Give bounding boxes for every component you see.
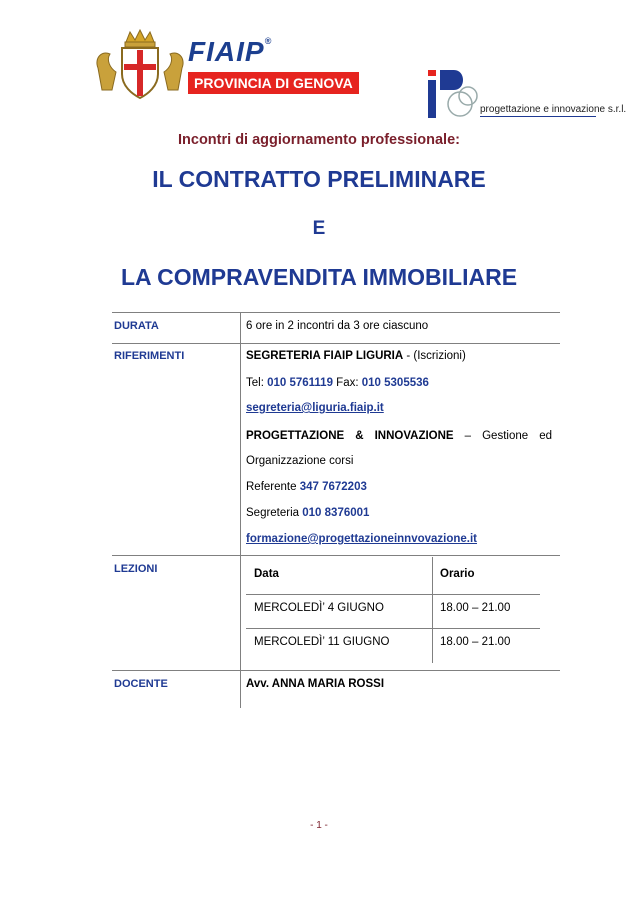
durata-value: 6 ore in 2 incontri da 3 ore ciascuno	[246, 320, 429, 332]
pi-heading-line: PROGETTAZIONE & INNOVAZIONE – Gestione ed	[246, 430, 552, 442]
tel-fax-line: Tel: 010 5761119 Fax: 010 5305536	[246, 377, 429, 389]
pi-heading-line-2: Organizzazione corsi	[246, 455, 354, 467]
segreteria-fiaip-line	[246, 350, 466, 362]
fiaip-wordmark: FIAIP®	[188, 36, 273, 67]
email-fiaip-link[interactable]: segreteria@liguria.fiaip.it	[246, 402, 384, 414]
progettazione-innovazione-logo	[426, 68, 627, 120]
lezione-1-orario: 18.00 – 21.00	[440, 602, 511, 614]
email-formazione-link[interactable]: formazione@progettazioneinnvovazione.it	[246, 533, 478, 545]
lezioni-col-orario: Orario	[440, 568, 475, 580]
row-divider-durata	[112, 343, 560, 344]
segreteria-fiaip-note: - (Iscrizioni)	[403, 350, 466, 362]
title-line-2: E	[312, 218, 326, 239]
lezione-2-data: MERCOLEDÌ’ 11 GIUGNO	[254, 636, 390, 648]
docente-value: Avv. ANNA MARIA ROSSI	[246, 678, 385, 690]
pi-tagline: progettazione e innovazione s.r.l.	[480, 104, 627, 115]
tel-number: 010 5761119	[267, 377, 333, 389]
segreteria-fiaip-name: SEGRETERIA FIAIP LIGURIA	[246, 350, 404, 362]
provincia-banner: PROVINCIA DI GENOVA	[188, 72, 359, 94]
lezioni-header-divider	[246, 594, 540, 595]
segreteria-pi-phone: 010 8376001	[302, 507, 370, 519]
table-top-border	[112, 312, 560, 313]
genova-crest-icon	[92, 28, 188, 100]
row-divider-lezioni	[112, 670, 560, 671]
lezioni-col-data: Data	[254, 568, 279, 580]
event-subtitle: Incontri di aggiornamento professionale:	[178, 132, 460, 148]
lezioni-column-divider	[432, 557, 433, 663]
lezione-2-orario: 18.00 – 21.00	[440, 636, 511, 648]
referente-line: Referente 347 7672203	[246, 481, 367, 493]
riferimenti-label: RIFERIMENTI	[114, 350, 185, 362]
pi-underline	[480, 116, 596, 117]
durata-label: DURATA	[114, 320, 159, 332]
lezione-1-data: MERCOLEDÌ’ 4 GIUGNO	[254, 602, 384, 614]
fax-number: 010 5305536	[361, 377, 429, 389]
table-column-divider	[240, 312, 241, 708]
row-divider-riferimenti	[112, 555, 560, 556]
referente-phone: 347 7672203	[299, 481, 367, 493]
pi-monogram-icon	[426, 68, 478, 120]
lezioni-label: LEZIONI	[114, 563, 158, 575]
lezioni-row-divider	[246, 628, 540, 629]
page-number: - 1 -	[310, 820, 328, 831]
fiaip-logo	[92, 28, 353, 100]
segreteria-pi-line: Segreteria 010 8376001	[246, 507, 370, 519]
title-line-3: LA COMPRAVENDITA IMMOBILIARE	[120, 264, 518, 290]
docente-label: DOCENTE	[114, 678, 168, 690]
title-line-1: IL CONTRATTO PRELIMINARE	[152, 166, 486, 192]
